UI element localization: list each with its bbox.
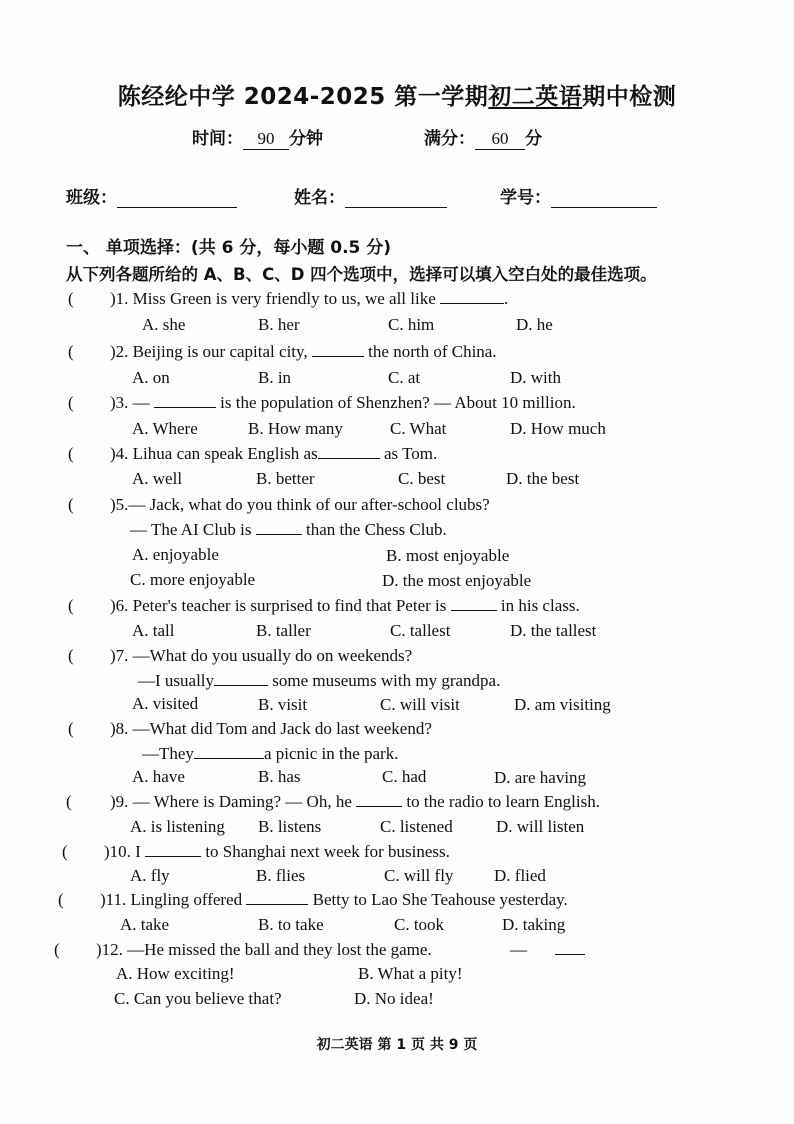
blank — [194, 744, 264, 759]
time-unit: 分钟 — [289, 129, 323, 149]
option-c[interactable]: C. will fly — [384, 866, 454, 885]
id-field — [500, 183, 657, 208]
question-5-stem: )5.— Jack, what do you think of our after-school clubs? — [110, 495, 490, 514]
answer-paren[interactable]: ( — [68, 289, 74, 308]
question-7-stem: )7. —What do you usually do on weekends? — [110, 646, 413, 665]
name-blank[interactable] — [345, 193, 447, 208]
answer-paren[interactable]: ( — [68, 444, 74, 463]
option-b[interactable]: B. better — [256, 469, 315, 488]
exam-time — [192, 124, 323, 150]
score-value: 60 — [475, 129, 525, 150]
option-d[interactable]: D. the tallest — [510, 621, 597, 640]
section-title: 一、 单项选择：(共 6 分，每小题 0.5 分) — [66, 238, 392, 258]
page-footer: 初二英语 第 1 页 共 9 页 — [316, 1037, 478, 1053]
name-label: 姓名： — [294, 188, 345, 208]
option-a[interactable]: A. have — [132, 767, 185, 786]
option-a[interactable]: A. take — [120, 915, 170, 934]
answer-paren[interactable]: ( — [58, 890, 64, 909]
option-c[interactable]: C. him — [388, 315, 435, 334]
id-label: 学号： — [500, 188, 551, 208]
option-a[interactable]: A. How exciting! — [116, 964, 235, 983]
answer-paren[interactable]: ( — [68, 646, 74, 665]
score-label: 满分： — [424, 129, 475, 149]
blank — [256, 520, 302, 535]
option-d[interactable]: D. will listen — [496, 817, 585, 836]
section-instruction: 从下列各题所给的 A、B、C、D 四个选项中，选择可以填入空白处的最佳选项。 — [66, 265, 657, 284]
question-5-line2: — The AI Club is than the Chess Club. — [130, 520, 447, 539]
option-b[interactable]: B. has — [258, 767, 301, 786]
option-c[interactable]: C. more enjoyable — [130, 570, 256, 589]
class-label: 班级： — [66, 188, 117, 208]
option-c[interactable]: C. tallest — [390, 621, 451, 640]
option-d[interactable]: D. No idea! — [354, 989, 434, 1008]
option-c[interactable]: C. at — [388, 368, 421, 387]
option-d[interactable]: D. are having — [494, 768, 587, 787]
answer-paren[interactable]: ( — [68, 596, 74, 615]
option-d[interactable]: D. flied — [494, 866, 546, 885]
option-b[interactable]: B. her — [258, 315, 300, 334]
exam-title — [0, 78, 794, 111]
question-3-stem: )3. — is the population of Shenzhen? — About 10 million. — [110, 393, 576, 412]
option-d[interactable]: D. the best — [506, 469, 580, 488]
option-d[interactable]: D. with — [510, 368, 561, 387]
option-c[interactable]: C. What — [390, 419, 447, 438]
option-a[interactable]: A. visited — [132, 694, 199, 713]
question-6-stem: )6. Peter's teacher is surprised to find that Peter is in his class. — [110, 596, 580, 615]
question-1-stem: )1. Miss Green is very friendly to us, we all like . — [110, 289, 509, 308]
option-a[interactable]: A. fly — [130, 866, 170, 885]
class-field — [66, 183, 237, 208]
blank — [356, 792, 402, 807]
blank — [451, 596, 497, 611]
answer-paren[interactable]: ( — [68, 342, 74, 361]
option-d[interactable]: D. How much — [510, 419, 606, 438]
option-a[interactable]: A. well — [132, 469, 183, 488]
name-field — [294, 183, 447, 208]
id-blank[interactable] — [551, 193, 657, 208]
time-label: 时间： — [192, 129, 243, 149]
score-unit: 分 — [525, 129, 542, 149]
question-12-answer-dash: — — [510, 940, 585, 960]
title-school-term: 陈经纶中学 2024-2025 第一学期 — [117, 84, 489, 110]
answer-paren[interactable]: ( — [54, 940, 60, 959]
option-b[interactable]: B. in — [258, 368, 292, 387]
option-b[interactable]: B. to take — [258, 915, 324, 934]
option-c[interactable]: C. will visit — [380, 695, 460, 714]
blank — [214, 671, 268, 686]
exam-score — [424, 124, 542, 150]
title-exam: 期中检测 — [582, 84, 677, 110]
time-value: 90 — [243, 129, 289, 150]
blank — [154, 393, 216, 408]
option-a[interactable]: A. is listening — [130, 817, 225, 836]
option-b[interactable]: B. What a pity! — [358, 964, 463, 983]
blank — [440, 289, 504, 304]
question-8-line2: —They a picnic in the park. — [142, 744, 399, 763]
option-a[interactable]: A. Where — [132, 419, 198, 438]
option-a[interactable]: A. enjoyable — [132, 545, 219, 564]
answer-paren[interactable]: ( — [66, 792, 72, 811]
answer-paren[interactable]: ( — [68, 393, 74, 412]
option-b[interactable]: B. flies — [256, 866, 306, 885]
option-c[interactable]: C. Can you believe that? — [114, 989, 282, 1008]
option-a[interactable]: A. on — [132, 368, 170, 387]
option-b[interactable]: B. most enjoyable — [386, 546, 510, 565]
option-c[interactable]: C. took — [394, 915, 445, 934]
question-4-stem: )4. Lihua can speak English as as Tom. — [110, 444, 438, 463]
question-8-stem: )8. —What did Tom and Jack do last weekend? — [110, 719, 432, 738]
answer-paren[interactable]: ( — [68, 495, 74, 514]
option-d[interactable]: D. am visiting — [514, 695, 611, 714]
blank — [318, 444, 380, 459]
option-c[interactable]: C. listened — [380, 817, 453, 836]
option-d[interactable]: D. the most enjoyable — [382, 571, 532, 590]
blank — [145, 842, 201, 857]
option-c[interactable]: C. best — [398, 469, 446, 488]
question-12-stem: )12. —He missed the ball and they lost the game. — [96, 940, 432, 959]
answer-paren[interactable]: ( — [62, 842, 68, 861]
option-b[interactable]: B. taller — [256, 621, 311, 640]
option-c[interactable]: C. had — [382, 767, 427, 786]
option-a[interactable]: A. tall — [132, 621, 175, 640]
answer-paren[interactable]: ( — [68, 719, 74, 738]
question-11-stem: )11. Lingling offered Betty to Lao She Teahouse yesterday. — [100, 890, 568, 909]
question-2-stem: )2. Beijing is our capital city, the north of China. — [110, 342, 497, 361]
class-blank[interactable] — [117, 193, 237, 208]
option-d[interactable]: D. taking — [502, 915, 566, 934]
option-b[interactable]: B. visit — [258, 695, 308, 714]
blank — [312, 342, 364, 357]
question-9-stem: )9. — Where is Daming? — Oh, he to the radio to learn English. — [110, 792, 600, 811]
question-7-line2: —I usually some museums with my grandpa. — [138, 671, 501, 690]
option-a[interactable]: A. she — [142, 315, 186, 334]
blank — [555, 940, 585, 955]
question-10-stem: )10. I to Shanghai next week for business. — [104, 842, 450, 861]
title-subject: 初二英语 — [488, 84, 583, 110]
option-b[interactable]: B. listens — [258, 817, 322, 836]
blank — [246, 890, 308, 905]
option-d[interactable]: D. he — [516, 315, 553, 334]
option-b[interactable]: B. How many — [248, 419, 343, 438]
